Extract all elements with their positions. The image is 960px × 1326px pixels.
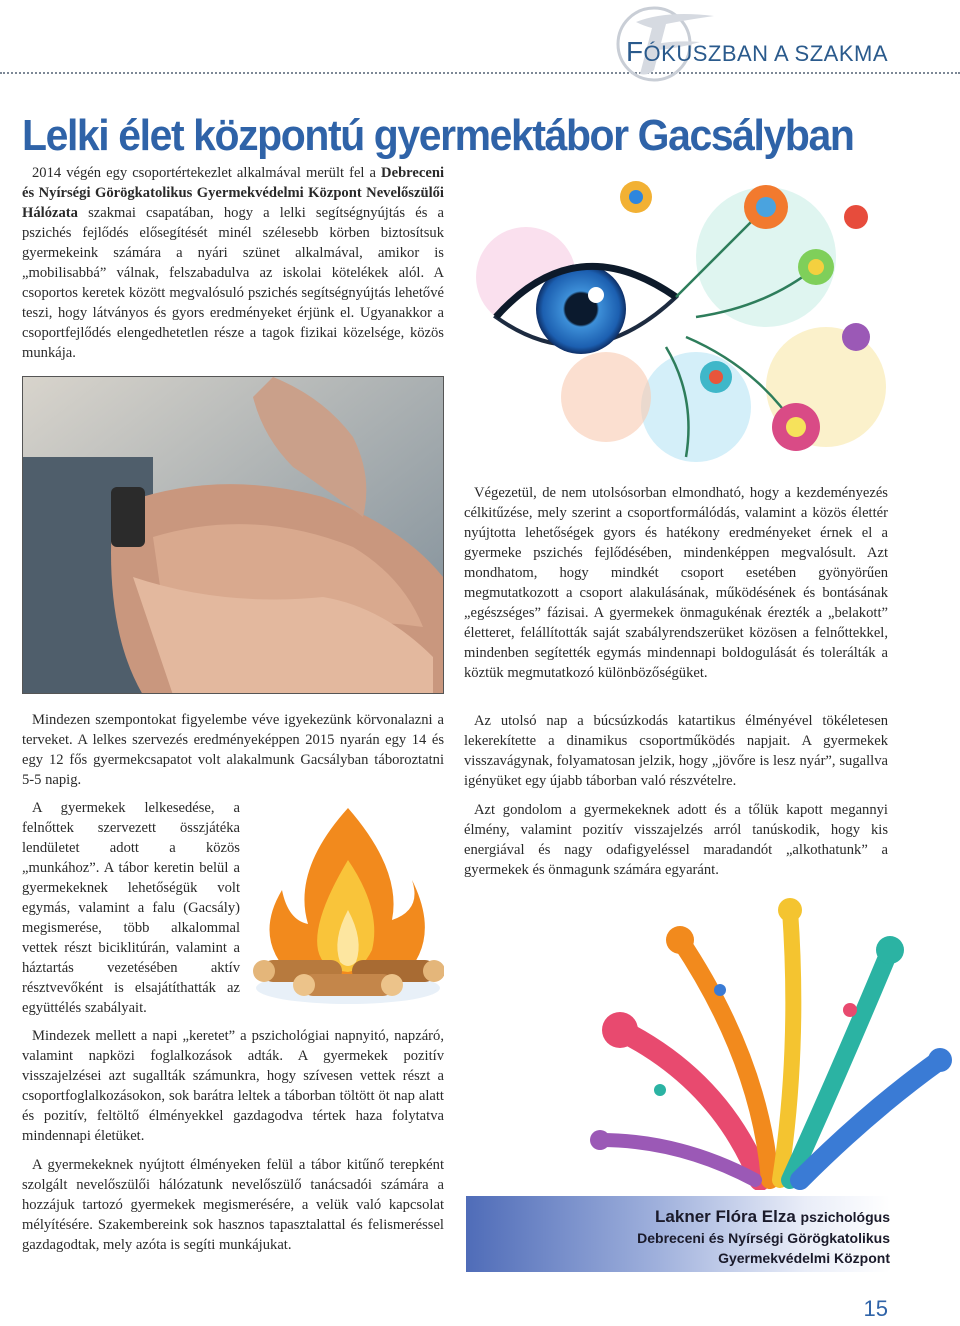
- campfire-icon: [252, 800, 444, 1006]
- author-name: Lakner Flóra Elza: [655, 1207, 796, 1226]
- intro-block: [22, 163, 444, 363]
- page-number: 15: [863, 1296, 888, 1321]
- program-block: [22, 1026, 444, 1146]
- article-headline: Lelki élet központú gyermektábor Gacsályban: [22, 111, 854, 160]
- last-day-paragraph: Az utolsó nap a búcsúzkodás katartikus élményével tökéletesen lekerekítette a dinamikus csoportműködés napjait. A gyermekek visszavágynak, folyamatosan jelzik, hogy „jövőre is lesz nyár”, sugallva igényüket egy újabb táborban való részvételre.: [464, 713, 888, 789]
- goal-paragraph: Végezetül, de nem utolsósorban elmondható, hogy a kezdeményezés célkitűzése, mely szerint a csoportformálódás, valamint a közös élettér nyújtotta lehetőségek gyors és hatékony eredményeket érnek el a gyermeke pszichés fejlődésében, mindenképpen megvalósult. Azt mondhatom, hogy mindkét csoport esetében gyönyörűen megmutatkozott a csoport alakulásának, működésének és bontásának „egészséges” fázisai. A gyermekek önmagukénak érezték a „belakott” életteret, felállították saját szabályrendszerüket közösen a felnőttekkel, mindenben segítették egymás mindennapi boldogulását és tolerálták a köztük megmutatkozó különbözőségüket.: [464, 485, 888, 681]
- section-title: FÓKUSZBAN A SZAKMA: [625, 36, 888, 67]
- camp-activities-block: [22, 798, 240, 1018]
- author-org-line2: Gyermekvédelmi Központ: [718, 1250, 890, 1266]
- hands-photo: [22, 376, 444, 694]
- decorative-swirl-icon: [560, 880, 956, 1190]
- author-signature: [637, 1206, 890, 1268]
- author-role: pszichológus: [800, 1209, 890, 1225]
- experience-block: [22, 1155, 444, 1255]
- planning-paragraph: Mindezen szempontokat figyelembe véve igyekezünk körvonalazni a terveket. A lelkes szervezés eredményeképpen 2015 nyarán egy 14 és egy 12 fős gyermekcsapatot volt alakalmunk Gacsályban táboroztatni 5-5 napig.: [22, 712, 444, 788]
- experience-paragraph: A gyermekeknek nyújtott élményeken felül a tábor kitűnő terepként szolgált nevelőszülői hálózatunk nevelőszülő tanácsadói számára a hozzájuk tartozó gyermekek megismerésére, a velük való kapcsolat mélyítésére. Szakembereink sok hasznos tapasztalattal és felismeréssel gazdagodtak, mely azóta is segíti munkájukat.: [22, 1157, 444, 1253]
- program-paragraph: Mindezek mellett a napi „keretet” a pszichológiai napnyitó, napzáró, valamint napközi foglalkozások adták. A gyermekek pozitív visszajelzései azt sugallták számunkra, hogy szívesen vettek részt a csoportfoglalkozásokon, sok barátra leltek a táborban töltött öt nap alatt és pozitív, feltöltő élményekkel gazdagodva tértek haza folytatva mindennapi életüket.: [22, 1028, 444, 1144]
- closing-block: [464, 800, 888, 880]
- hands-illustration: [23, 377, 444, 694]
- planning-block: [22, 710, 444, 790]
- author-org-line1: Debreceni és Nyírségi Görögkatolikus: [637, 1230, 890, 1246]
- closing-paragraph: Azt gondolom a gyermekeknek adott és a tőlük kapott megannyi élmény, valamint pozitív visszajelzés arról tanúskodik, hogy kis energiával és nagy odafigyeléssel maradandót „alkothatunk” a gyermekek és önmagunk számára egyaránt.: [464, 802, 888, 878]
- header-dotted-rule: [0, 72, 960, 74]
- intro-organization-name: Debreceni és Nyírségi Görögkatolikus Gyermekvédelmi Központ Nevelőszülői Hálózata: [22, 165, 444, 221]
- intro-paragraph: 2014 végén egy csoportértekezlet alkalmával merült fel a Debreceni és Nyírségi Görögkatolikus Gyermekvédelmi Központ Nevelőszülői Hálózata szakmai csapatában, hogy a lelki segítségnyújtás és a pszichés fejlődés elősegítését minél szélesebb körben biztosítsuk gyermekeink számára a nyári szünet alkalmával, amikor is „mobilisabbá” válnak, felszabadulva az iskolai kötelékek alól. A csoportos keretek között megvalósuló pszichés segítségnyújtás lehetővé teszi, hogy látványos és gyors eredményeket érjünk el. Ugyanakkor a csoportfejlődés elengedhetetlen része a tagok fizikai közelsége, közös munkája.: [22, 165, 444, 361]
- camp-activities-paragraph: A gyermekek lelkesedése, a felnőttek szervezett összjátéka lendületet adott a közös „munkához”. A tábor keretin belül a gyermekeknek lehetőségük volt egymás, valamint a falu (Gacsály) megismerése, több alkalommal vettek részt biciklitúrán, valamint a háztartás vezetésében aktív résztvevőként is elsajátíthatták az együttélés szabályait.: [22, 800, 240, 1016]
- goal-block: [464, 483, 888, 683]
- last-day-block: [464, 711, 888, 791]
- colorful-eye-illustration: [466, 167, 888, 470]
